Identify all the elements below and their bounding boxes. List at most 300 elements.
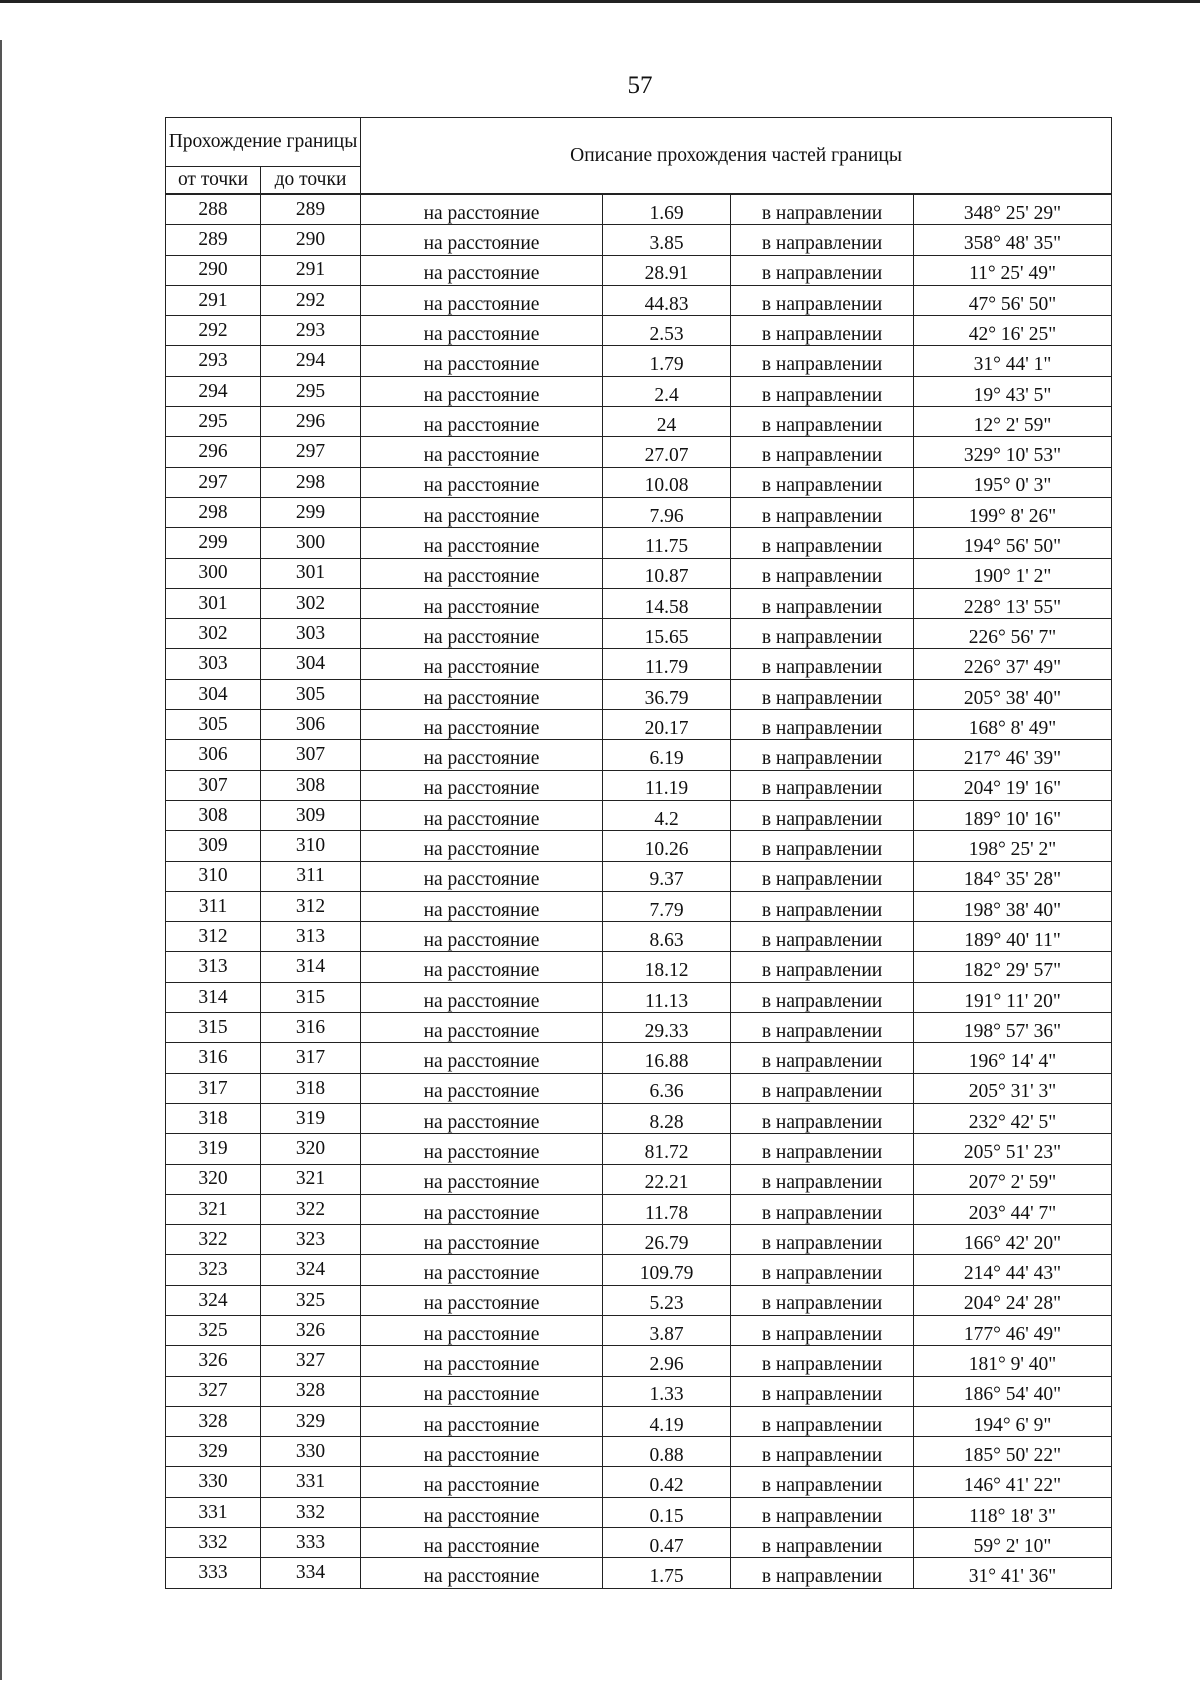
distance-label-cell: на расстояние [361,619,603,649]
to-point-cell: 308 [261,770,361,800]
distance-label-cell: на расстояние [361,831,603,861]
angle-value-cell: 204° 24' 28" [914,1285,1112,1315]
to-point-cell: 323 [261,1225,361,1255]
from-point-cell: 315 [166,1013,261,1043]
direction-label-cell: в направлении [731,1013,914,1043]
direction-label-cell: в направлении [731,528,914,558]
distance-label-cell: на расстояние [361,1255,603,1285]
from-point-cell: 307 [166,770,261,800]
to-point-cell: 309 [261,800,361,830]
from-point-cell: 299 [166,528,261,558]
angle-value-cell: 191° 11' 20" [914,982,1112,1012]
to-point-cell: 330 [261,1437,361,1467]
to-point-cell: 307 [261,740,361,770]
table-row [166,1043,1112,1073]
distance-label-cell: на расстояние [361,467,603,497]
to-point-cell: 296 [261,407,361,437]
distance-label-cell: на расстояние [361,649,603,679]
distance-value-cell: 0.47 [603,1528,731,1558]
direction-label-cell: в направлении [731,467,914,497]
header-passage: Прохождение границы [166,118,361,167]
distance-value-cell: 7.79 [603,891,731,921]
to-point-cell: 325 [261,1285,361,1315]
from-point-cell: 314 [166,982,261,1012]
direction-label-cell: в направлении [731,255,914,285]
table-row [166,316,1112,346]
from-point-cell: 301 [166,588,261,618]
to-point-cell: 306 [261,710,361,740]
distance-value-cell: 9.37 [603,861,731,891]
to-point-cell: 300 [261,528,361,558]
distance-label-cell: на расстояние [361,255,603,285]
page-top-edge [0,0,1200,3]
direction-label-cell: в направлении [731,497,914,527]
table-row [166,558,1112,588]
header-description: Описание прохождения частей границы [361,118,1112,195]
direction-label-cell: в направлении [731,1528,914,1558]
distance-value-cell: 18.12 [603,952,731,982]
to-point-cell: 304 [261,649,361,679]
angle-value-cell: 19° 43' 5" [914,376,1112,406]
table-row [166,1467,1112,1497]
distance-value-cell: 2.4 [603,376,731,406]
distance-label-cell: на расстояние [361,1315,603,1345]
angle-value-cell: 189° 40' 11" [914,922,1112,952]
to-point-cell: 301 [261,558,361,588]
from-point-cell: 290 [166,255,261,285]
direction-label-cell: в направлении [731,1225,914,1255]
angle-value-cell: 186° 54' 40" [914,1376,1112,1406]
angle-value-cell: 185° 50' 22" [914,1437,1112,1467]
distance-value-cell: 7.96 [603,497,731,527]
table-row [166,800,1112,830]
direction-label-cell: в направлении [731,194,914,225]
angle-value-cell: 190° 1' 2" [914,558,1112,588]
direction-label-cell: в направлении [731,407,914,437]
direction-label-cell: в направлении [731,1497,914,1527]
header-from-point: от точки [166,167,261,195]
from-point-cell: 291 [166,285,261,315]
direction-label-cell: в направлении [731,1073,914,1103]
table-row [166,407,1112,437]
angle-value-cell: 228° 13' 55" [914,588,1112,618]
distance-label-cell: на расстояние [361,1043,603,1073]
angle-value-cell: 166° 42' 20" [914,1225,1112,1255]
table-row [166,619,1112,649]
distance-label-cell: на расстояние [361,1194,603,1224]
angle-value-cell: 226° 56' 7" [914,619,1112,649]
distance-value-cell: 1.33 [603,1376,731,1406]
to-point-cell: 315 [261,982,361,1012]
distance-value-cell: 1.75 [603,1558,731,1588]
from-point-cell: 311 [166,891,261,921]
distance-value-cell: 11.79 [603,649,731,679]
direction-label-cell: в направлении [731,1134,914,1164]
distance-label-cell: на расстояние [361,346,603,376]
from-point-cell: 309 [166,831,261,861]
table-row [166,437,1112,467]
angle-value-cell: 181° 9' 40" [914,1346,1112,1376]
table-row [166,1103,1112,1133]
table-row [166,1346,1112,1376]
table-row [166,649,1112,679]
distance-label-cell: на расстояние [361,1134,603,1164]
boundary-table [165,117,1112,1589]
direction-label-cell: в направлении [731,1467,914,1497]
to-point-cell: 319 [261,1103,361,1133]
distance-value-cell: 0.15 [603,1497,731,1527]
direction-label-cell: в направлении [731,346,914,376]
from-point-cell: 329 [166,1437,261,1467]
header-to-point: до точки [261,167,361,195]
from-point-cell: 322 [166,1225,261,1255]
table-row [166,1558,1112,1588]
angle-value-cell: 204° 19' 16" [914,770,1112,800]
direction-label-cell: в направлении [731,1103,914,1133]
to-point-cell: 312 [261,891,361,921]
distance-value-cell: 0.42 [603,1467,731,1497]
angle-value-cell: 207° 2' 59" [914,1164,1112,1194]
to-point-cell: 332 [261,1497,361,1527]
distance-label-cell: на расстояние [361,1073,603,1103]
to-point-cell: 314 [261,952,361,982]
from-point-cell: 294 [166,376,261,406]
table-row [166,1164,1112,1194]
from-point-cell: 312 [166,922,261,952]
distance-value-cell: 8.63 [603,922,731,952]
distance-value-cell: 81.72 [603,1134,731,1164]
distance-value-cell: 20.17 [603,710,731,740]
from-point-cell: 303 [166,649,261,679]
table-row [166,891,1112,921]
distance-label-cell: на расстояние [361,376,603,406]
angle-value-cell: 12° 2' 59" [914,407,1112,437]
distance-value-cell: 5.23 [603,1285,731,1315]
distance-label-cell: на расстояние [361,407,603,437]
direction-label-cell: в направлении [731,1376,914,1406]
direction-label-cell: в направлении [731,649,914,679]
distance-label-cell: на расстояние [361,1346,603,1376]
table-row [166,1376,1112,1406]
angle-value-cell: 195° 0' 3" [914,467,1112,497]
from-point-cell: 318 [166,1103,261,1133]
table-row [166,467,1112,497]
to-point-cell: 334 [261,1558,361,1588]
direction-label-cell: в направлении [731,891,914,921]
distance-value-cell: 1.69 [603,194,731,225]
direction-label-cell: в направлении [731,1043,914,1073]
distance-label-cell: на расстояние [361,1467,603,1497]
direction-label-cell: в направлении [731,861,914,891]
table-row [166,1528,1112,1558]
from-point-cell: 289 [166,225,261,255]
direction-label-cell: в направлении [731,1558,914,1588]
direction-label-cell: в направлении [731,619,914,649]
from-point-cell: 308 [166,800,261,830]
distance-label-cell: на расстояние [361,679,603,709]
distance-value-cell: 14.58 [603,588,731,618]
distance-value-cell: 3.87 [603,1315,731,1345]
distance-value-cell: 109.79 [603,1255,731,1285]
direction-label-cell: в направлении [731,1194,914,1224]
direction-label-cell: в направлении [731,982,914,1012]
angle-value-cell: 198° 57' 36" [914,1013,1112,1043]
distance-label-cell: на расстояние [361,1285,603,1315]
from-point-cell: 306 [166,740,261,770]
distance-label-cell: на расстояние [361,891,603,921]
distance-label-cell: на расстояние [361,225,603,255]
distance-value-cell: 22.21 [603,1164,731,1194]
distance-value-cell: 2.53 [603,316,731,346]
direction-label-cell: в направлении [731,1285,914,1315]
to-point-cell: 295 [261,376,361,406]
to-point-cell: 321 [261,1164,361,1194]
to-point-cell: 322 [261,1194,361,1224]
direction-label-cell: в направлении [731,1346,914,1376]
to-point-cell: 328 [261,1376,361,1406]
table-row [166,497,1112,527]
distance-value-cell: 16.88 [603,1043,731,1073]
angle-value-cell: 177° 46' 49" [914,1315,1112,1345]
from-point-cell: 288 [166,194,261,225]
table-row [166,346,1112,376]
direction-label-cell: в направлении [731,952,914,982]
from-point-cell: 320 [166,1164,261,1194]
distance-value-cell: 8.28 [603,1103,731,1133]
table-row [166,528,1112,558]
direction-label-cell: в направлении [731,1315,914,1345]
distance-label-cell: на расстояние [361,1437,603,1467]
table-row [166,740,1112,770]
from-point-cell: 319 [166,1134,261,1164]
distance-label-cell: на расстояние [361,861,603,891]
to-point-cell: 329 [261,1406,361,1436]
table-row [166,1406,1112,1436]
distance-value-cell: 2.96 [603,1346,731,1376]
from-point-cell: 327 [166,1376,261,1406]
distance-label-cell: на расстояние [361,1558,603,1588]
distance-value-cell: 10.26 [603,831,731,861]
distance-label-cell: на расстояние [361,437,603,467]
distance-value-cell: 29.33 [603,1013,731,1043]
to-point-cell: 311 [261,861,361,891]
distance-label-cell: на расстояние [361,497,603,527]
distance-label-cell: на расстояние [361,982,603,1012]
angle-value-cell: 198° 25' 2" [914,831,1112,861]
from-point-cell: 333 [166,1558,261,1588]
from-point-cell: 300 [166,558,261,588]
from-point-cell: 332 [166,1528,261,1558]
angle-value-cell: 196° 14' 4" [914,1043,1112,1073]
distance-value-cell: 3.85 [603,225,731,255]
table-row [166,922,1112,952]
distance-value-cell: 24 [603,407,731,437]
table-row [166,1315,1112,1345]
distance-label-cell: на расстояние [361,1225,603,1255]
to-point-cell: 317 [261,1043,361,1073]
to-point-cell: 299 [261,497,361,527]
angle-value-cell: 11° 25' 49" [914,255,1112,285]
table-row [166,194,1112,225]
to-point-cell: 324 [261,1255,361,1285]
distance-value-cell: 6.19 [603,740,731,770]
from-point-cell: 331 [166,1497,261,1527]
to-point-cell: 291 [261,255,361,285]
direction-label-cell: в направлении [731,800,914,830]
direction-label-cell: в направлении [731,1406,914,1436]
table-row [166,679,1112,709]
angle-value-cell: 182° 29' 57" [914,952,1112,982]
from-point-cell: 302 [166,619,261,649]
to-point-cell: 310 [261,831,361,861]
angle-value-cell: 232° 42' 5" [914,1103,1112,1133]
angle-value-cell: 329° 10' 53" [914,437,1112,467]
table-row [166,952,1112,982]
direction-label-cell: в направлении [731,316,914,346]
table-row [166,770,1112,800]
from-point-cell: 316 [166,1043,261,1073]
table-row [166,1285,1112,1315]
from-point-cell: 292 [166,316,261,346]
to-point-cell: 327 [261,1346,361,1376]
table-row [166,710,1112,740]
from-point-cell: 328 [166,1406,261,1436]
table-row [166,1134,1112,1164]
distance-value-cell: 4.19 [603,1406,731,1436]
angle-value-cell: 203° 44' 7" [914,1194,1112,1224]
from-point-cell: 295 [166,407,261,437]
direction-label-cell: в направлении [731,285,914,315]
distance-label-cell: на расстояние [361,740,603,770]
from-point-cell: 297 [166,467,261,497]
table-row [166,285,1112,315]
table-row [166,225,1112,255]
to-point-cell: 298 [261,467,361,497]
to-point-cell: 292 [261,285,361,315]
angle-value-cell: 194° 56' 50" [914,528,1112,558]
angle-value-cell: 198° 38' 40" [914,891,1112,921]
distance-label-cell: на расстояние [361,1406,603,1436]
to-point-cell: 331 [261,1467,361,1497]
from-point-cell: 293 [166,346,261,376]
distance-label-cell: на расстояние [361,558,603,588]
to-point-cell: 305 [261,679,361,709]
from-point-cell: 325 [166,1315,261,1345]
from-point-cell: 304 [166,679,261,709]
angle-value-cell: 184° 35' 28" [914,861,1112,891]
distance-value-cell: 4.2 [603,800,731,830]
to-point-cell: 320 [261,1134,361,1164]
table-row [166,255,1112,285]
distance-value-cell: 36.79 [603,679,731,709]
angle-value-cell: 168° 8' 49" [914,710,1112,740]
direction-label-cell: в направлении [731,770,914,800]
distance-label-cell: на расстояние [361,1528,603,1558]
angle-value-cell: 189° 10' 16" [914,800,1112,830]
from-point-cell: 323 [166,1255,261,1285]
to-point-cell: 316 [261,1013,361,1043]
angle-value-cell: 226° 37' 49" [914,649,1112,679]
from-point-cell: 324 [166,1285,261,1315]
from-point-cell: 305 [166,710,261,740]
angle-value-cell: 214° 44' 43" [914,1255,1112,1285]
distance-label-cell: на расстояние [361,588,603,618]
to-point-cell: 293 [261,316,361,346]
to-point-cell: 294 [261,346,361,376]
to-point-cell: 290 [261,225,361,255]
distance-label-cell: на расстояние [361,922,603,952]
direction-label-cell: в направлении [731,1255,914,1285]
distance-value-cell: 0.88 [603,1437,731,1467]
table-row [166,1497,1112,1527]
angle-value-cell: 31° 44' 1" [914,346,1112,376]
from-point-cell: 330 [166,1467,261,1497]
distance-value-cell: 15.65 [603,619,731,649]
distance-label-cell: на расстояние [361,952,603,982]
page-left-edge [0,40,2,1680]
direction-label-cell: в направлении [731,588,914,618]
distance-value-cell: 11.19 [603,770,731,800]
distance-label-cell: на расстояние [361,194,603,225]
distance-label-cell: на расстояние [361,1376,603,1406]
direction-label-cell: в направлении [731,1164,914,1194]
table-row [166,861,1112,891]
distance-value-cell: 11.78 [603,1194,731,1224]
distance-value-cell: 6.36 [603,1073,731,1103]
to-point-cell: 302 [261,588,361,618]
angle-value-cell: 59° 2' 10" [914,1528,1112,1558]
table-row [166,1073,1112,1103]
angle-value-cell: 358° 48' 35" [914,225,1112,255]
table-row [166,1013,1112,1043]
angle-value-cell: 31° 41' 36" [914,1558,1112,1588]
from-point-cell: 296 [166,437,261,467]
angle-value-cell: 194° 6' 9" [914,1406,1112,1436]
distance-label-cell: на расстояние [361,285,603,315]
table-row [166,588,1112,618]
from-point-cell: 317 [166,1073,261,1103]
distance-value-cell: 26.79 [603,1225,731,1255]
angle-value-cell: 205° 31' 3" [914,1073,1112,1103]
distance-value-cell: 28.91 [603,255,731,285]
angle-value-cell: 118° 18' 3" [914,1497,1112,1527]
distance-label-cell: на расстояние [361,1497,603,1527]
distance-label-cell: на расстояние [361,800,603,830]
angle-value-cell: 217° 46' 39" [914,740,1112,770]
distance-value-cell: 1.79 [603,346,731,376]
table-row [166,831,1112,861]
direction-label-cell: в направлении [731,710,914,740]
to-point-cell: 297 [261,437,361,467]
distance-value-cell: 10.87 [603,558,731,588]
table-body [166,194,1112,1588]
from-point-cell: 321 [166,1194,261,1224]
direction-label-cell: в направлении [731,437,914,467]
angle-value-cell: 146° 41' 22" [914,1467,1112,1497]
to-point-cell: 326 [261,1315,361,1345]
direction-label-cell: в направлении [731,922,914,952]
to-point-cell: 318 [261,1073,361,1103]
table-row [166,982,1112,1012]
direction-label-cell: в направлении [731,831,914,861]
direction-label-cell: в направлении [731,740,914,770]
direction-label-cell: в направлении [731,225,914,255]
distance-value-cell: 11.75 [603,528,731,558]
distance-label-cell: на расстояние [361,770,603,800]
from-point-cell: 326 [166,1346,261,1376]
from-point-cell: 313 [166,952,261,982]
angle-value-cell: 205° 51' 23" [914,1134,1112,1164]
